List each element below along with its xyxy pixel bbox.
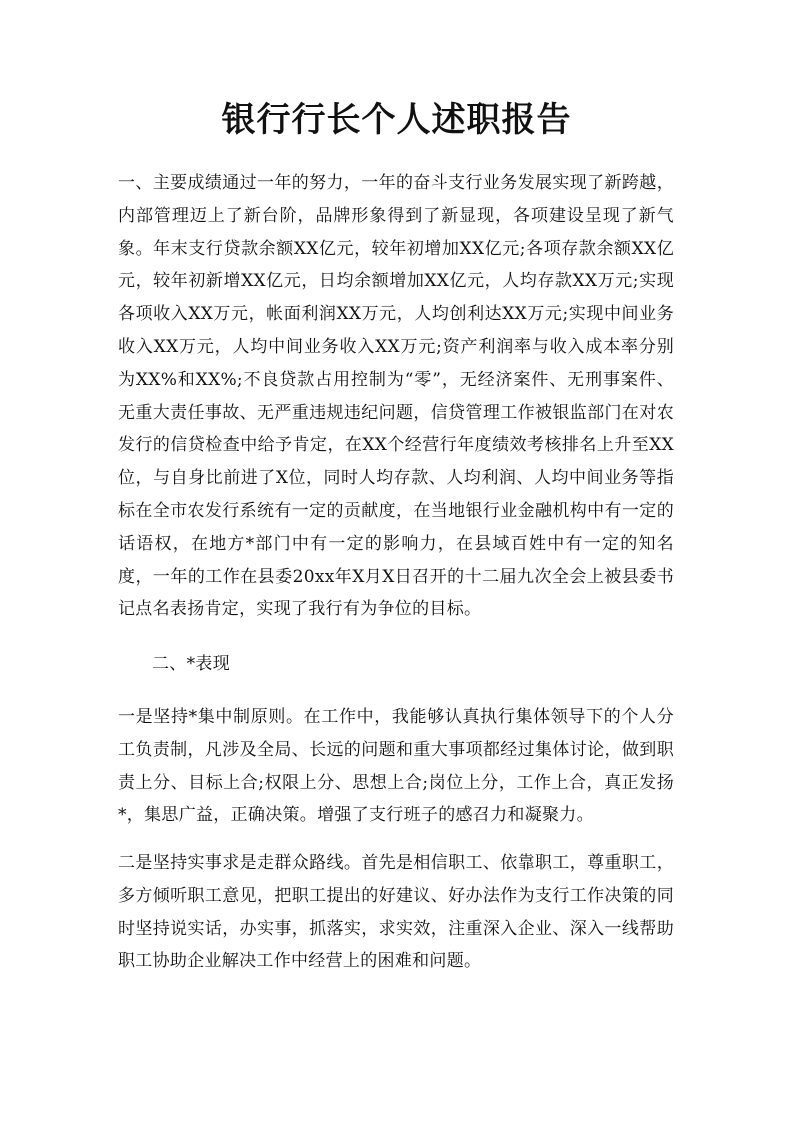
paragraph-main-achievements: 一、主要成绩通过一年的努力，一年的奋斗支行业务发展实现了新跨越，内部管理迈上了新台阶，品牌形象得到了新显现，各项建设呈现了新气象。年末支行贷款余额XX亿元，较年初增加XX亿元;各项存款余额XX亿元，较年初新增XX亿元，日均余额增加XX亿元，人均存款XX万元;实现各项收入XX万元，帐面利润XX万元，人均创利达XX万元;实现中间业务收入XX万元，人均中间业务收入XX万元;资产利润率与收入成本率分别为XX%和XX%;不良贷款占用控制为“零”，无经济案件、无刑事案件、无重大责任事故、无严重违规违纪问题，信贷管理工作被银监部门在对农发行的信贷检查中给予肯定，在XX个经营行年度绩效考核排名上升至XX位，与自身比前进了X位，同时人均存款、人均利润、人均中间业务等指标在全市农发行系统有一定的贡献度，在当地银行业金融机构中有一定的话语权，在地方*部门中有一定的影响力，在县域百姓中有一定的知名度，一年的工作在县委20xx年X月X日召开的十二届九次全会上被县委书记点名表扬肯定，实现了我行有为争位的目标。	[118, 173, 674, 620]
section-heading-performance: 二、*表现	[152, 654, 230, 674]
document-title: 银行行长个人述职报告	[221, 100, 572, 140]
paragraph-mass-line: 二是坚持实事求是走群众路线。首先是相信职工、依靠职工，尊重职工，多方倾听职工意见，把职工提出的好建议、好办法作为支行工作决策的同时坚持说实话，办实事，抓落实，求实效，注重深入企业、深入一线帮助职工协助企业解决工作中经营上的困难和问题。	[118, 853, 674, 972]
paragraph-democratic-centralism: 一是坚持*集中制原则。在工作中，我能够认真执行集体领导下的个人分工负责制，凡涉及全局、长远的问题和重大事项都经过集体讨论，做到职责上分、目标上合;权限上分、思想上合;岗位上分，工作上合，真正发扬*，集思广益，正确决策。增强了支行班子的感召力和凝聚力。	[118, 707, 674, 826]
